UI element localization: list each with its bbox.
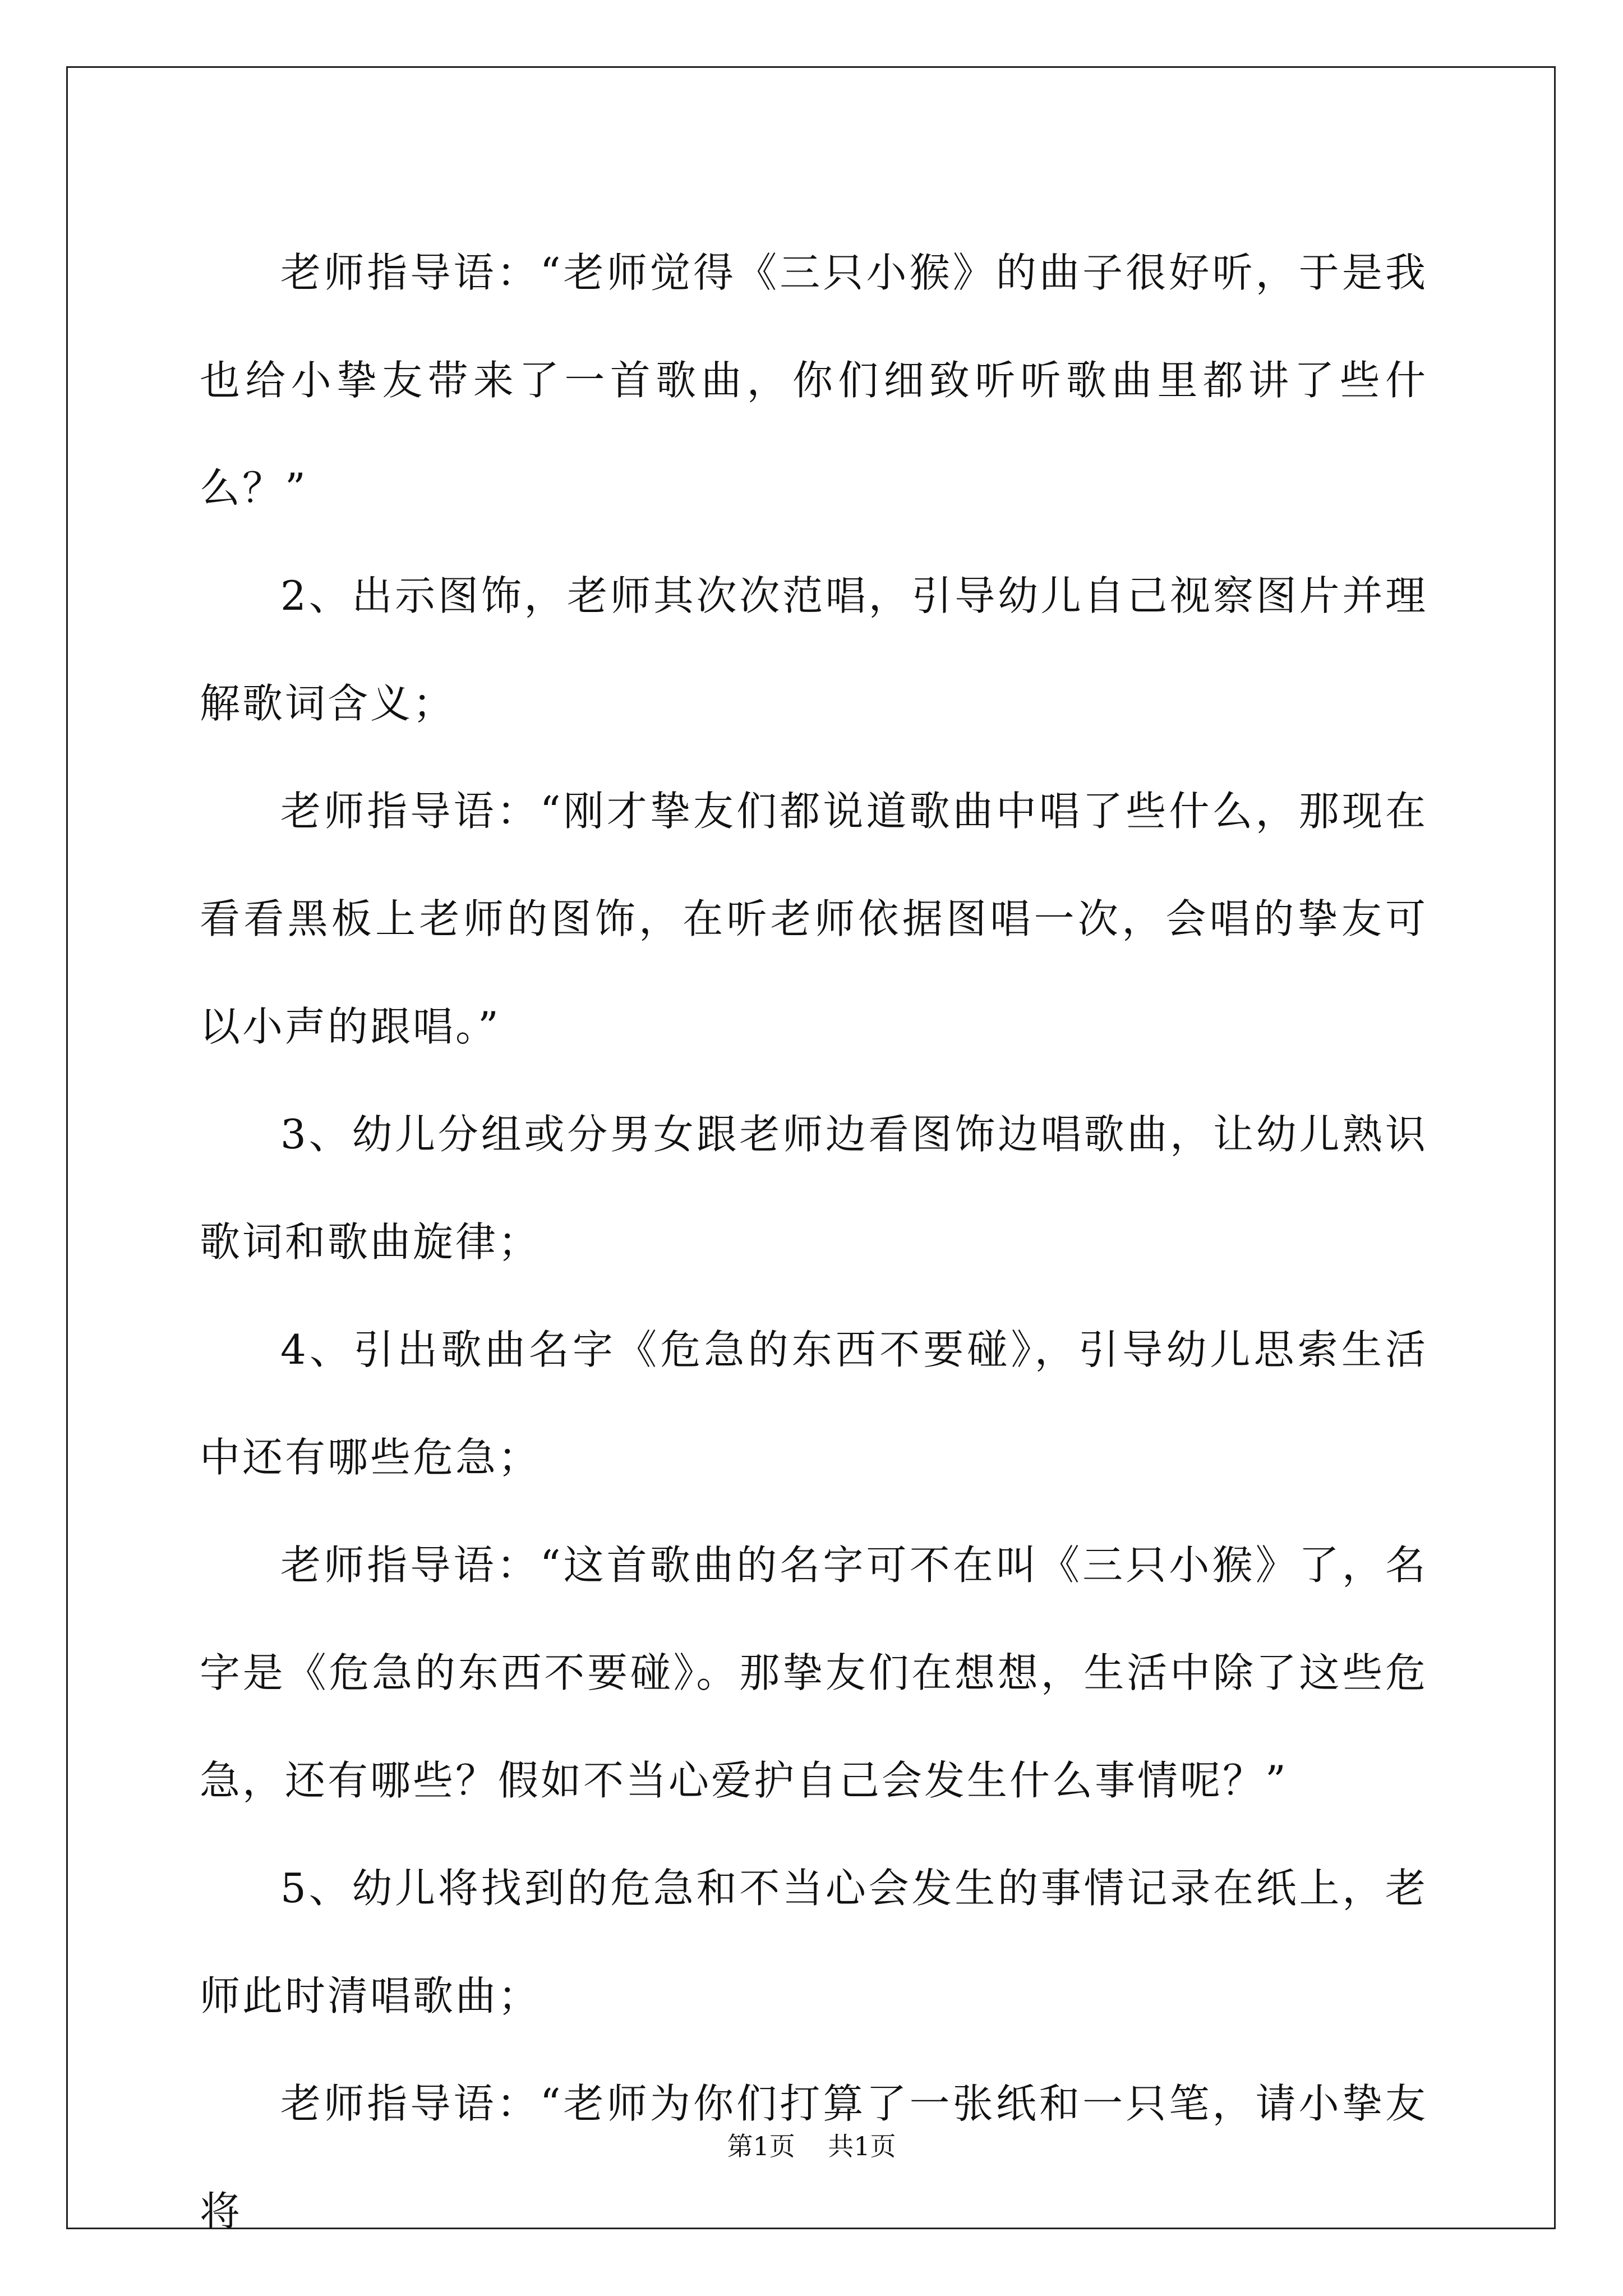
paragraph-teacher-guide-2: 老师指导语：“刚才挚友们都说道歌曲中唱了些什么，那现在看看黑板上老师的图饰，在听老师依据图唱一次，会唱的挚友可以小声的跟唱。” [200,788,1428,1050]
document-body [200,219,1428,2265]
paragraph-step-4: 4、引出歌曲名字《危急的东西不要碰》，引导幼儿思索生活中还有哪些危急； [200,1326,1428,1481]
paragraph-step-5: 5、幼儿将找到的危急和不当心会发生的事情记录在纸上，老师此时清唱歌曲； [200,1865,1428,2019]
paragraph-teacher-guide-1: 老师指导语：“老师觉得《三只小猴》的曲子很好听，于是我也给小挚友带来了一首歌曲，你们细致听听歌曲里都讲了些什么？” [200,249,1428,512]
paragraph-step-3: 3、幼儿分组或分男女跟老师边看图饰边唱歌曲，让幼儿熟识歌词和歌曲旋律； [200,1111,1428,1266]
paragraph-step-2: 2、出示图饰，老师其次次范唱，引导幼儿自己视察图片并理解歌词含义； [200,572,1428,727]
page-footer: 第1页 共1页 [727,2131,896,2161]
paragraph-teacher-guide-3: 老师指导语：“这首歌曲的名字可不在叫《三只小猴》了，名字是《危急的东西不要碰》。那挚友们在想想，生活中除了这些危急，还有哪些？假如不当心爱护自己会发生什么事情呢？” [200,1542,1428,1804]
paragraph-teacher-guide-4: 老师指导语：“老师为你们打算了一张纸和一只笔，请小挚友将 [200,2080,1428,2235]
